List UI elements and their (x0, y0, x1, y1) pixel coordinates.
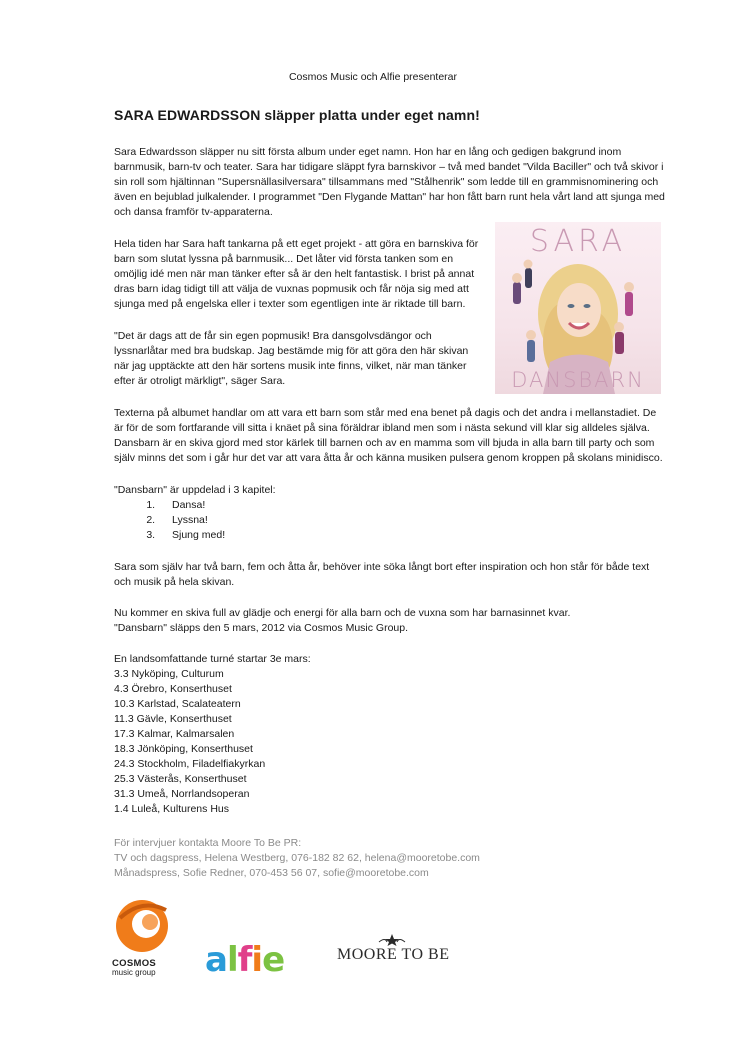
alfie-letter-l: l (226, 940, 238, 980)
cosmos-tagline: music group (112, 968, 156, 977)
cosmos-name: COSMOS (112, 958, 157, 969)
paragraph-release-a: Nu kommer en skiva full av glädje och energi för alla barn och de vuxna som har barnasinnet kvar. (114, 607, 571, 619)
album-cover-image (495, 222, 661, 394)
paragraph-inspiration: Sara som själv har två barn, fem och åtta år, behöver inte söka långt bort efter inspiration och hon står för både text och musik på hela skivan. (114, 561, 650, 588)
list-item: 2. Lyssna! (158, 513, 225, 528)
list-item: 24.3 Stockholm, Filadelfiakyrkan (114, 758, 266, 770)
alfie-letter-f: f (237, 940, 252, 980)
alfie-letter-i: i (251, 940, 263, 980)
list-item: 17.3 Kalmar, Kalmarsalen (114, 728, 235, 740)
list-item: 11.3 Gävle, Konserthuset (114, 713, 232, 725)
list-item: 3.3 Nyköping, Culturum (114, 668, 224, 680)
paragraph-release-b: "Dansbarn" släpps den 5 mars, 2012 via Cosmos Music Group. (114, 622, 409, 634)
contact-block (114, 836, 480, 881)
paragraph-project: Hela tiden har Sara haft tankarna på ett eget projekt - att göra en barnskiva för barn som slutat lyssna på barnmusik... Det låter vid första tanken som en omöjlig idé men när man tänker efter så är den helt fantastisk. I brist på annat dras barn idag tidigt till att välja de vuxnas popmusik och får nöja sig med att sjunga med på engelska eller i texter som egentligen inte är riktade till barn. (114, 238, 479, 310)
tour-date-list (114, 667, 265, 817)
moore-to-be-logo (337, 946, 449, 964)
crown-star-icon (377, 933, 407, 947)
list-item: 10.3 Karlstad, Scalateatern (114, 698, 241, 710)
contact-tv-press[interactable]: TV och dagspress, Helena Westberg, 076-182 82 62, helena@mooretobe.com (114, 852, 480, 864)
page-title: SARA EDWARDSSON släpper platta under eget namn! (114, 107, 480, 123)
list-item: 3. Sjung med! (158, 528, 225, 543)
list-item: 31.3 Umeå, Norrlandsoperan (114, 788, 250, 800)
alfie-letter-a: a (205, 940, 227, 980)
paragraph-quote: "Det är dags att de får sin egen popmusik! Bra dansgolvsdängor och lyssnarlåtar med bra budskap. Jag bestämde mig för att göra den här skivan när jag upptäckte att den här sortens musik inte finns, vilket, när man tänker efter är otroligt märkligt", säger Sara. (114, 330, 469, 387)
alfie-letter-e: e (262, 940, 285, 980)
cosmos-swirl-icon (112, 896, 172, 954)
paragraph-lyrics: Texterna på albumet handlar om att vara ett barn som står med ena benet på dagis och det andra i mellanstadiet. De är för de som fortfarande vill sitta i knäet på sina föräldrar ibland men som i nästa sekund vill klar sig alldeles själva. Dansbarn är en skiva gjord med stor kärlek till barnen och av en mamma som vill bjuda in alla barn till party och som själv minns det som i går hur det var att vara åtta år och känna musiken pulsera genom kroppen på skolans minidisco. (114, 407, 663, 464)
contact-monthly-press[interactable]: Månadspress, Sofie Redner, 070-453 56 07, sofie@mooretobe.com (114, 867, 429, 879)
list-item: 18.3 Jönköping, Konserthuset (114, 743, 253, 755)
paragraph-tour-intro: En landsomfattande turné startar 3e mars: (114, 653, 311, 665)
presenter-line: Cosmos Music och Alfie presenterar (288, 71, 458, 83)
paragraph-chapters-intro: "Dansbarn" är uppdelad i 3 kapitel: (114, 484, 276, 496)
list-item: 1. Dansa! (158, 498, 225, 513)
chapter-list (114, 498, 225, 543)
moore-wordmark: MOORE TO BE (337, 946, 450, 963)
list-item: 25.3 Västerås, Konserthuset (114, 773, 247, 785)
paragraph-intro: Sara Edwardsson släpper nu sitt första album under eget namn. Hon har en lång och gedigen bakgrund inom barnmusik, barn-tv och teater. Sara har tidigare släppt fyra barnskivor – två med bandet "Vilda Baciller" och två skivor i sin roll som hjältinnan "Supersnällasilversara" tillsammans med "Stålhenrik" som ledde till en grammisnominering och även en bejublad julkalender. I programmet "Den Flygande Mattan" har hon fått barn runt hela vårt land att sjunga med och dansa framför tv-apparaterna. (114, 146, 665, 218)
list-item: 1.4 Luleå, Kulturens Hus (114, 803, 229, 815)
cosmos-logo (112, 896, 172, 976)
alfie-logo (205, 940, 284, 980)
album-title-sara: SARA (529, 224, 627, 259)
list-item: 4.3 Örebro, Konserthuset (114, 683, 232, 695)
contact-heading: För intervjuer kontakta Moore To Be PR: (114, 837, 302, 849)
album-title-dansbarn: DANSBARN (511, 368, 645, 392)
